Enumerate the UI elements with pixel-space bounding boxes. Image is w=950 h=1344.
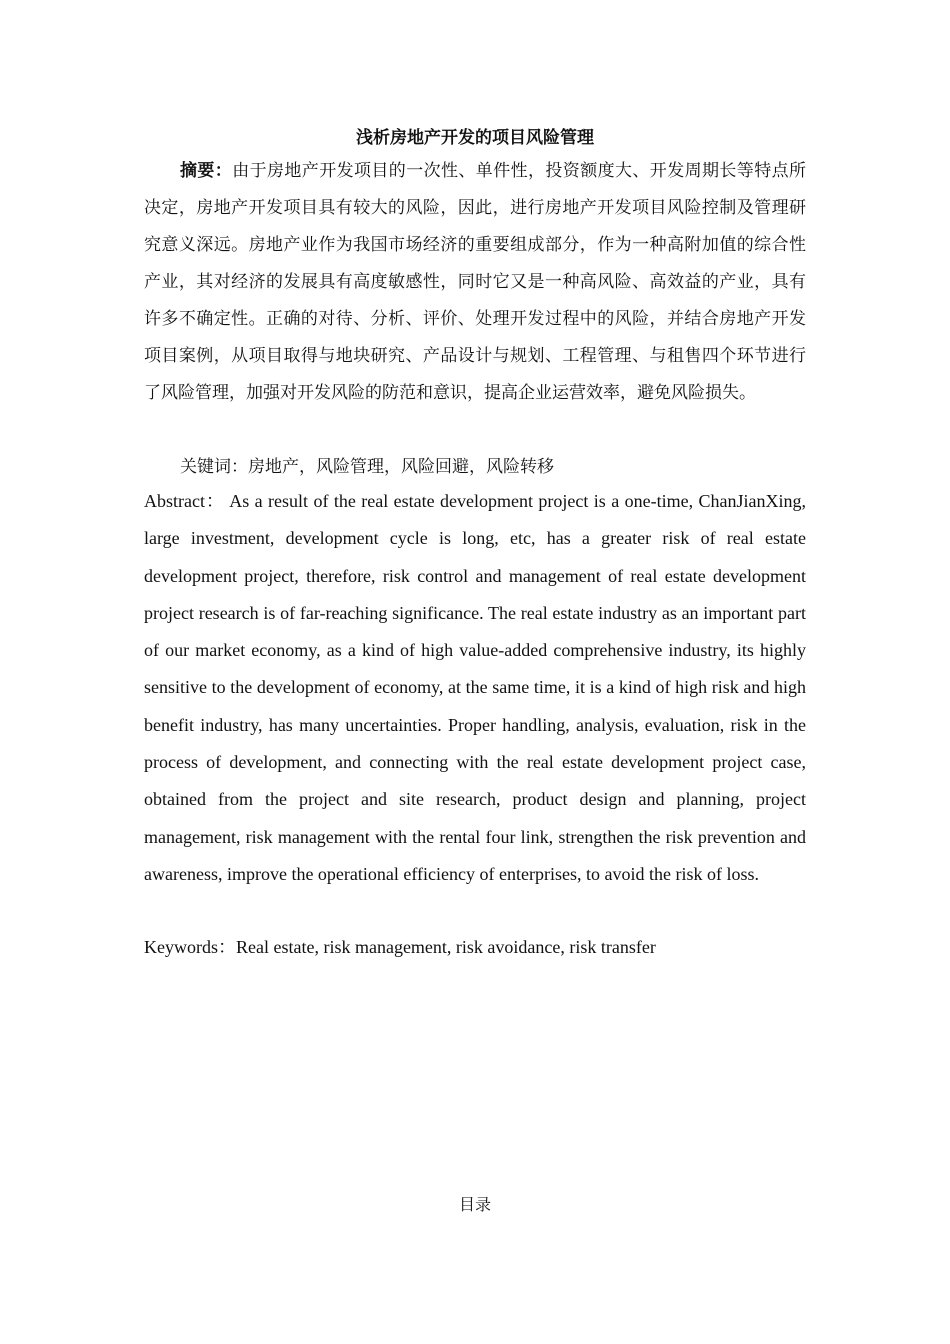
english-keywords-label: Keywords： (144, 937, 236, 957)
chinese-keywords-label: 关键词： (180, 457, 248, 477)
chinese-abstract (144, 153, 806, 412)
chinese-abstract-label: 摘要： (180, 161, 233, 181)
english-abstract-label: Abstract： (144, 491, 225, 511)
paper-title: 浅析房地产开发的项目风险管理 (356, 128, 594, 148)
english-abstract (144, 483, 806, 893)
english-abstract-text: As a result of the real estate development project is a one-time, ChanJianXing, large investment, development cycle is long, etc, has a greater risk of real estate development project, therefore, risk control and management of real estate development project research is of far-reaching significance. The real estate industry as an important part of our market economy, as a kind of high value-added comprehensive industry, its highly sensitive to the development of economy, at the same time, it is a kind of high risk and high benefit industry, has many uncertainties. Proper handling, analysis, evaluation, risk in the process of development, and connecting with the real estate development project case, obtained from the project and site research, product design and planning, project management, risk management with the rental four link, strengthen the risk prevention and awareness, improve the operational efficiency of enterprises, to avoid the risk of loss. (144, 491, 806, 884)
table-of-contents-heading: 目录 (458, 1195, 491, 1214)
chinese-keywords-text: 房地产，风险管理，风险回避，风险转移 (248, 457, 554, 477)
english-keywords-text: Real estate, risk management, risk avoidance, risk transfer (236, 937, 656, 957)
chinese-keywords (144, 449, 806, 486)
chinese-abstract-text: 由于房地产开发项目的一次性、单件性，投资额度大、开发周期长等特点所决定，房地产开发项目具有较大的风险，因此，进行房地产开发项目风险控制及管理研究意义深远。房地产业作为我国市场经济的重要组成部分，作为一种高附加值的综合性产业，其对经济的发展具有高度敏感性，同时它又是一种高风险、高效益的产业，具有许多不确定性。正确的对待、分析、评价、处理开发过程中的风险，并结合房地产开发项目案例，从项目取得与地块研究、产品设计与规划、工程管理、与租售四个环节进行了风险管理，加强对开发风险的防范和意识，提高企业运营效率，避免风险损失。 (144, 161, 807, 403)
english-keywords (144, 929, 806, 966)
